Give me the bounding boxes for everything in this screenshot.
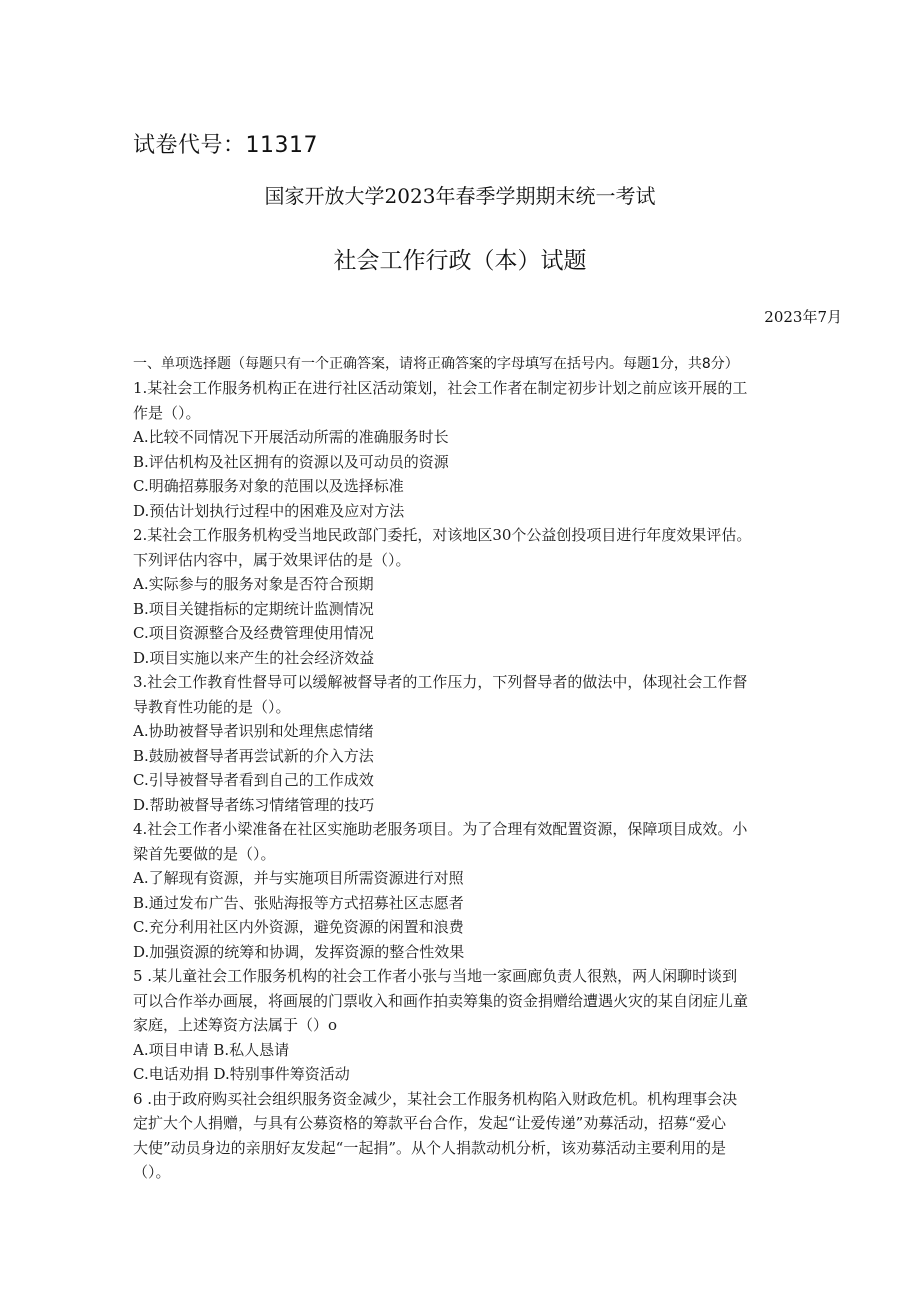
- question-1-stem: 1.某社会工作服务机构正在进行社区活动策划，社会工作者在制定初步计划之前应该开展的工: [133, 379, 748, 397]
- question-1-option-c: C.明确招募服务对象的范围以及选择标准: [133, 477, 404, 495]
- question-4-stem-cont: 梁首先要做的是（）。: [133, 844, 276, 863]
- question-5-stem-end: 家庭，上述筹资方法属于（）o: [133, 1016, 338, 1034]
- question-4-option-d: D.加强资源的统筹和协调，发挥资源的整合性效果: [133, 942, 465, 961]
- question-5-stem: 5 .某儿童社会工作服务机构的社会工作者小张与当地一家画廊负责人很熟，两人闲聊时谈到: [133, 967, 738, 985]
- question-1-option-a: A.比较不同情况下开展活动所需的准确服务时长: [133, 428, 449, 446]
- question-2-option-b: B.项目关键指标的定期统计监测情况: [133, 599, 374, 618]
- question-2-stem: 2.某社会工作服务机构受当地民政部门委托，对该地区30个公益创投项目进行年度效果评估。: [133, 526, 752, 544]
- question-4-option-b: B.通过发布广告、张贴海报等方式招募社区志愿者: [133, 893, 464, 912]
- question-4-option-c: C.充分利用社区内外资源，避免资源的闲置和浪费: [133, 918, 464, 936]
- question-3-option-d: D.帮助被督导者练习情绪管理的技巧: [133, 795, 375, 814]
- question-2-option-c: C.项目资源整合及经费管理使用情况: [133, 624, 374, 642]
- question-1-option-b: B.评估机构及社区拥有的资源以及可动员的资源: [133, 452, 449, 471]
- question-4-option-a: A.了解现有资源，并与实施项目所需资源进行对照: [133, 869, 464, 887]
- question-2-option-a: A.实际参与的服务对象是否符合预期: [133, 575, 374, 593]
- question-5-stem-cont: 可以合作举办画展，将画展的门票收入和画作拍卖筹集的资金捐赠给遭遇火灾的某自闭症儿童: [133, 991, 749, 1010]
- question-section: [133, 352, 841, 1185]
- question-3-option-c: C.引导被督导者看到自己的工作成效: [133, 771, 374, 789]
- question-6-stem-cont: 定扩大个人捐赠，与具有公募资格的筹款平台合作，发起“让爱传递”劝募活动，招募“爱心: [133, 1114, 727, 1132]
- question-5-options-cd: C.电话劝捐 D.特别事件筹资活动: [133, 1065, 350, 1083]
- question-6-stem-end: （）。: [133, 1163, 171, 1181]
- question-3-stem: 3.社会工作教育性督导可以缓解被督导者的工作压力，下列督导者的做法中，体现社会工作督: [133, 673, 748, 691]
- exam-title: 国家开放大学2023年春季学期期末统一考试: [264, 184, 656, 208]
- paper-code: 试卷代号：11317: [133, 133, 318, 158]
- exam-date: 2023年7月: [764, 308, 842, 326]
- question-6-stem: 6 .由于政府购买社会组织服务资金减少，某社会工作服务机构陷入财政危机。机构理事会决: [133, 1089, 738, 1108]
- question-1-stem-cont: 作是（）。: [133, 403, 201, 422]
- subject-title: 社会工作行政（本）试题: [333, 248, 587, 274]
- question-5-options-ab: A.项目申请 B.私人恳请: [133, 1040, 290, 1059]
- question-4-stem: 4.社会工作者小梁准备在社区实施助老服务项目。为了合理有效配置资源，保障项目成效。小: [133, 820, 748, 838]
- question-3-stem-cont: 导教育性功能的是（）。: [133, 697, 291, 716]
- question-2-stem-cont: 下列评估内容中，属于效果评估的是（）。: [133, 550, 411, 569]
- question-1-option-d: D.预估计划执行过程中的困难及应对方法: [133, 501, 405, 520]
- question-2-option-d: D.项目实施以来产生的社会经济效益: [133, 648, 375, 667]
- question-6-stem-cont2: 大使”动员身边的亲朋好友发起“一起捐”。从个人捐款动机分析，该劝募活动主要利用的是: [133, 1138, 727, 1157]
- question-3-option-b: B.鼓励被督导者再尝试新的介入方法: [133, 746, 374, 765]
- question-3-option-a: A.协助被督导者识别和处理焦虑情绪: [133, 722, 374, 740]
- section-header: 一、单项选择题（每题只有一个正确答案，请将正确答案的字母填写在括号内。每题1分，共8分）: [133, 356, 739, 372]
